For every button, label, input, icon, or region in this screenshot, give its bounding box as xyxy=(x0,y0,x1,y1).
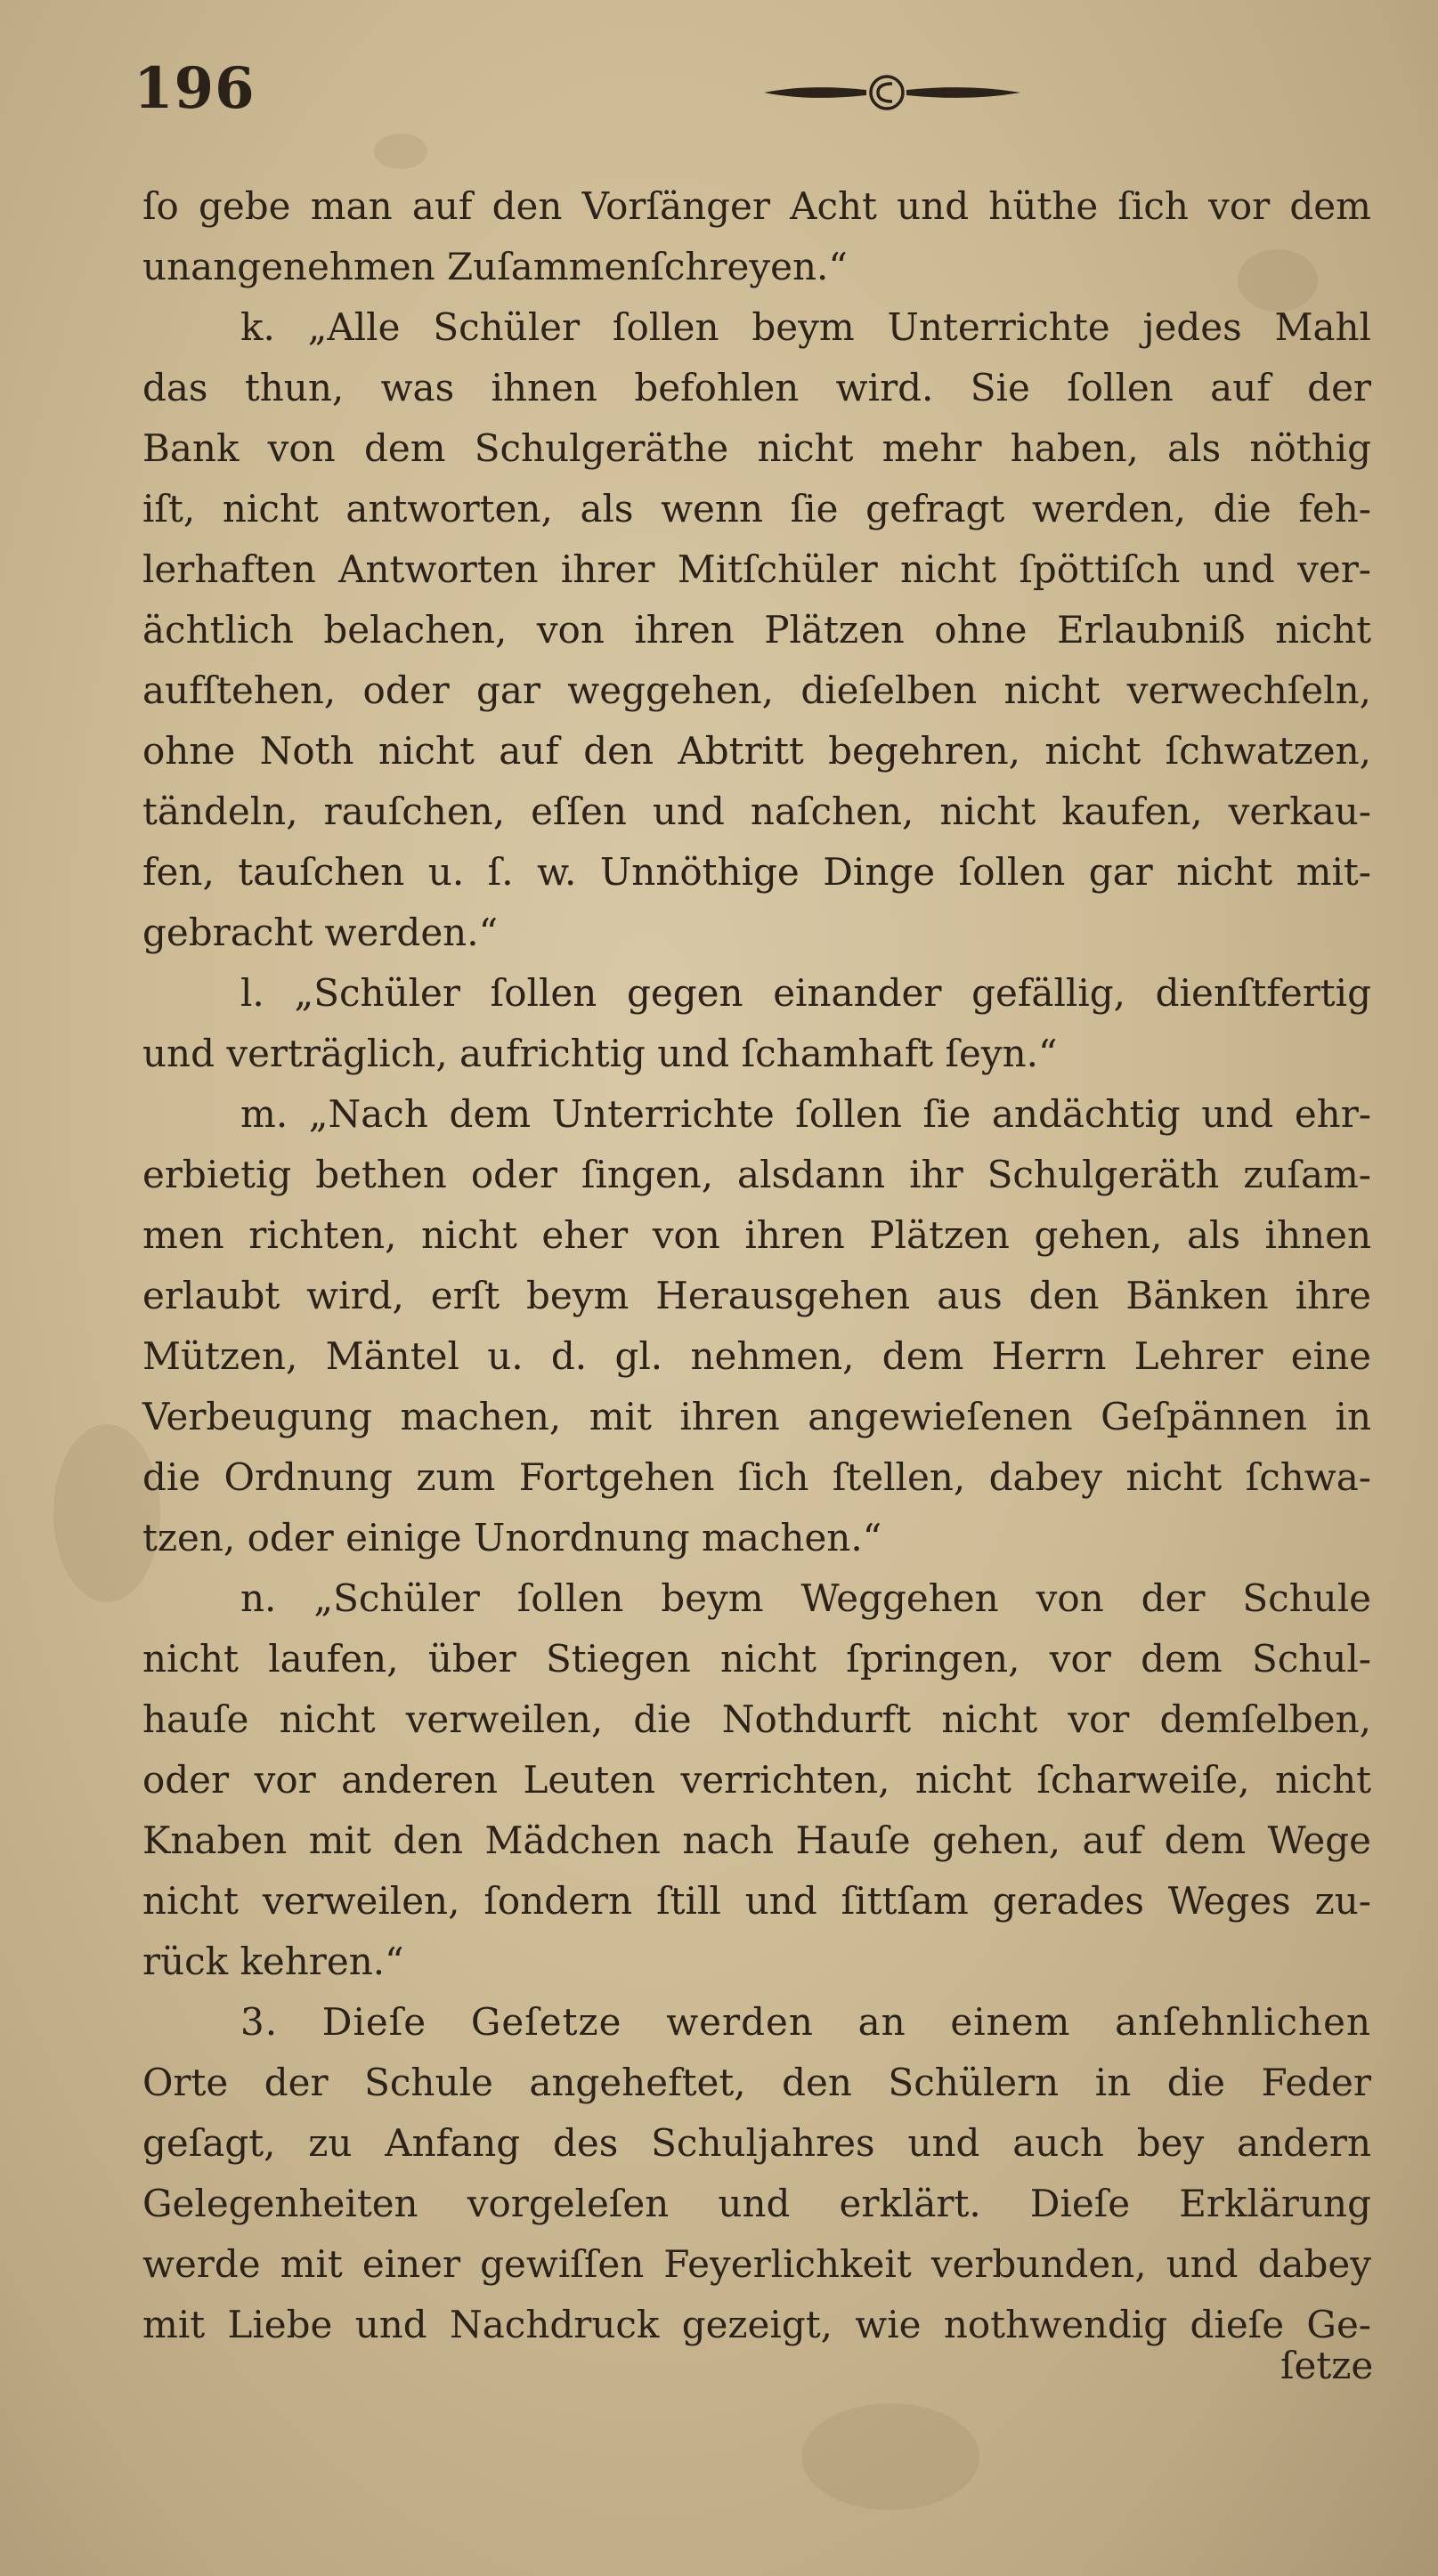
text-line: aufſtehen, oder gar weggehen, dieſelben nicht verwechſeln, xyxy=(142,668,1371,712)
text-line: n. „Schüler ſollen beym Weggehen von der Schule xyxy=(240,1576,1371,1620)
text-line: tzen, oder einige Unordnung machen.“ xyxy=(142,1516,882,1559)
text-line: rück kehren.“ xyxy=(142,1940,404,1983)
text-line: tändeln, rauſchen, eſſen und naſchen, nicht kaufen, verkau- xyxy=(142,790,1371,833)
text-line: die Ordnung zum Fortgehen ſich ſtellen, dabey nicht ſchwa- xyxy=(142,1455,1371,1499)
text-line: hauſe nicht verweilen, die Nothdurft nicht vor demſelben, xyxy=(142,1697,1371,1741)
text-line: nicht verweilen, ſondern ſtill und ſittſam gerades Weges zu- xyxy=(142,1879,1371,1923)
text-line: m. „Nach dem Unterrichte ſollen ſie andächtig und ehr- xyxy=(240,1092,1371,1136)
text-line: fen, tauſchen u. ſ. w. Unnöthige Dinge ſollen gar nicht mit- xyxy=(142,850,1371,894)
text-line: gebracht werden.“ xyxy=(142,911,499,954)
text-line: lerhaften Antworten ihrer Mitſchüler nicht ſpöttiſch und ver- xyxy=(142,547,1371,591)
text-line: men richten, nicht eher von ihren Plätzen gehen, als ihnen xyxy=(142,1213,1371,1257)
body-text xyxy=(142,176,1371,2355)
rule-with-circle-ornament-icon xyxy=(639,75,1031,110)
catchword: ſetze xyxy=(1280,2344,1374,2387)
text-line: Mützen, Mäntel u. d. gl. nehmen, dem Herrn Lehrer eine xyxy=(142,1334,1371,1378)
text-line: k. „Alle Schüler ſollen beym Unterrichte jedes Mahl xyxy=(240,305,1371,349)
text-line: 3. Dieſe Geſetze werden an einem anſehnlichen xyxy=(240,2000,1371,2044)
paper-stain xyxy=(801,2403,979,2510)
text-line: das thun, was ihnen befohlen wird. Sie ſollen auf der xyxy=(142,366,1371,409)
text-line: Bank von dem Schulgeräthe nicht mehr haben, als nöthig xyxy=(142,426,1371,470)
text-line: erlaubt wird, erſt beym Herausgehen aus den Bänken ihre xyxy=(142,1274,1371,1317)
text-line: unangenehmen Zuſammenſchreyen.“ xyxy=(142,245,848,288)
page-header xyxy=(125,55,1353,126)
text-line: Orte der Schule angeheftet, den Schülern in die Feder xyxy=(142,2061,1371,2104)
text-line: nicht laufen, über Stiegen nicht ſpringen, vor dem Schul- xyxy=(142,1637,1371,1681)
page-number: 196 xyxy=(134,55,256,122)
text-line: und verträglich, aufrichtig und ſchamhaft ſeyn.“ xyxy=(142,1032,1058,1075)
text-line: Verbeugung machen, mit ihren angewieſenen Geſpännen in xyxy=(142,1395,1371,1438)
text-line: oder vor anderen Leuten verrichten, nicht ſcharweiſe, nicht xyxy=(142,1758,1371,1802)
text-line: Knaben mit den Mädchen nach Hauſe gehen, auf dem Wege xyxy=(142,1819,1371,1862)
text-line: Gelegenheiten vorgeleſen und erklärt. Dieſe Erklärung xyxy=(142,2182,1371,2225)
text-line: ohne Noth nicht auf den Abtritt begehren, nicht ſchwatzen, xyxy=(142,729,1371,773)
paper-stain xyxy=(374,134,427,169)
text-line: ächtlich belachen, von ihren Plätzen ohne Erlaubniß nicht xyxy=(142,608,1371,652)
text-line: geſagt, zu Anfang des Schuljahres und auch bey andern xyxy=(142,2121,1371,2165)
text-line: werde mit einer gewiſſen Feyerlichkeit verbunden, und dabey xyxy=(142,2242,1371,2286)
text-line: iſt, nicht antworten, als wenn ſie gefragt werden, die feh- xyxy=(142,487,1371,531)
text-line: l. „Schüler ſollen gegen einander gefällig, dienſtfertig xyxy=(240,971,1371,1015)
text-line: ſo gebe man auf den Vorſänger Acht und hüthe ſich vor dem xyxy=(142,184,1371,228)
text-line: erbietig bethen oder ſingen, alsdann ihr Schulgeräth zuſam- xyxy=(142,1153,1371,1196)
text-line: mit Liebe und Nachdruck gezeigt, wie nothwendig dieſe Ge- xyxy=(142,2303,1371,2346)
